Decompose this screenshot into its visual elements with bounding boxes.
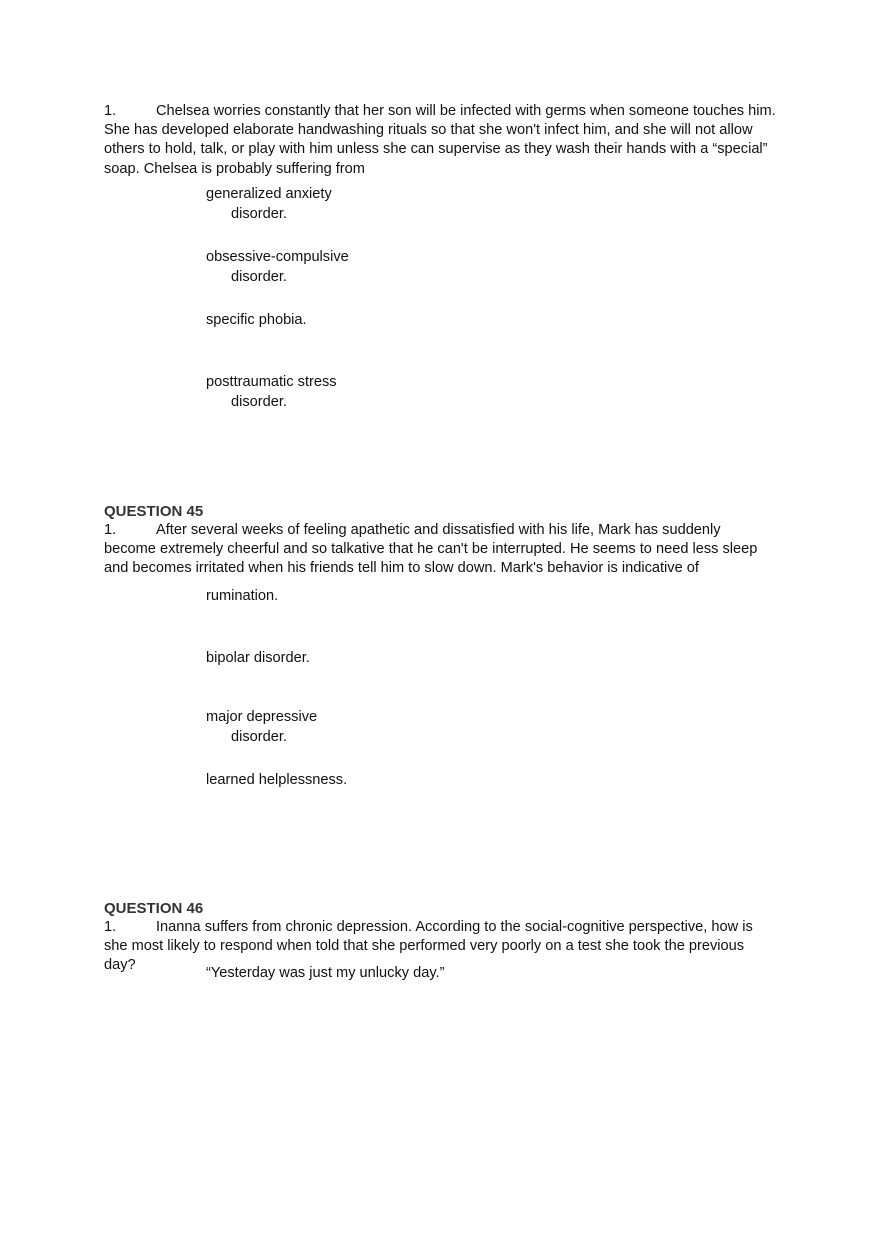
answer-option[interactable] [206, 248, 349, 287]
answer-option[interactable] [206, 373, 337, 412]
option-text-continued: disorder. [231, 728, 287, 745]
question-text: Inanna suffers from chronic depression. According to the social-cognitive perspective, how is she most likely to respond when told that she performed very poorly on a test she took the previous day? [104, 919, 753, 974]
option-text: posttraumatic stress [206, 374, 337, 390]
answer-option[interactable] [206, 771, 347, 791]
answer-option[interactable] [206, 964, 444, 984]
question-stem [104, 521, 776, 579]
answer-option[interactable] [206, 587, 278, 607]
option-text: major depressive [206, 709, 318, 725]
question-number: 1. [104, 522, 117, 538]
option-text-continued: disorder. [231, 268, 287, 285]
question-heading: QUESTION 46 [104, 900, 204, 917]
question-stem [104, 102, 776, 179]
question-heading: QUESTION 45 [104, 503, 204, 520]
option-text: rumination. [206, 588, 279, 604]
question-number: 1. [104, 919, 117, 935]
option-text: “Yesterday was just my unlucky day.” [206, 965, 445, 981]
option-text: generalized anxiety [206, 186, 332, 202]
question-text: Chelsea worries constantly that her son will be infected with germs when someone touches him. She has developed elaborate handwashing rituals so that she won't infect him, and she will not allow others to hold, talk, or play with him unless she can supervise as they wash their hands with a “special” soap. Chelsea is probably suffering from [104, 103, 776, 177]
option-text: obsessive-compulsive [206, 249, 349, 265]
option-text: bipolar disorder. [206, 650, 310, 666]
option-text: specific phobia. [206, 312, 307, 328]
answer-option[interactable] [206, 311, 307, 331]
question-number: 1. [104, 103, 117, 119]
option-text-continued: disorder. [231, 393, 287, 410]
option-text-continued: disorder. [231, 205, 287, 222]
answer-option[interactable] [206, 185, 332, 224]
answer-option[interactable] [206, 708, 317, 747]
question-text: After several weeks of feeling apathetic and dissatisfied with his life, Mark has suddenly become extremely cheerful and so talkative that he can't be interrupted. He seems to need less sleep and becomes irritated when his friends tell him to slow down. Mark's behavior is indicative of [104, 522, 758, 577]
option-text: learned helplessness. [206, 772, 348, 788]
answer-option[interactable] [206, 649, 310, 669]
